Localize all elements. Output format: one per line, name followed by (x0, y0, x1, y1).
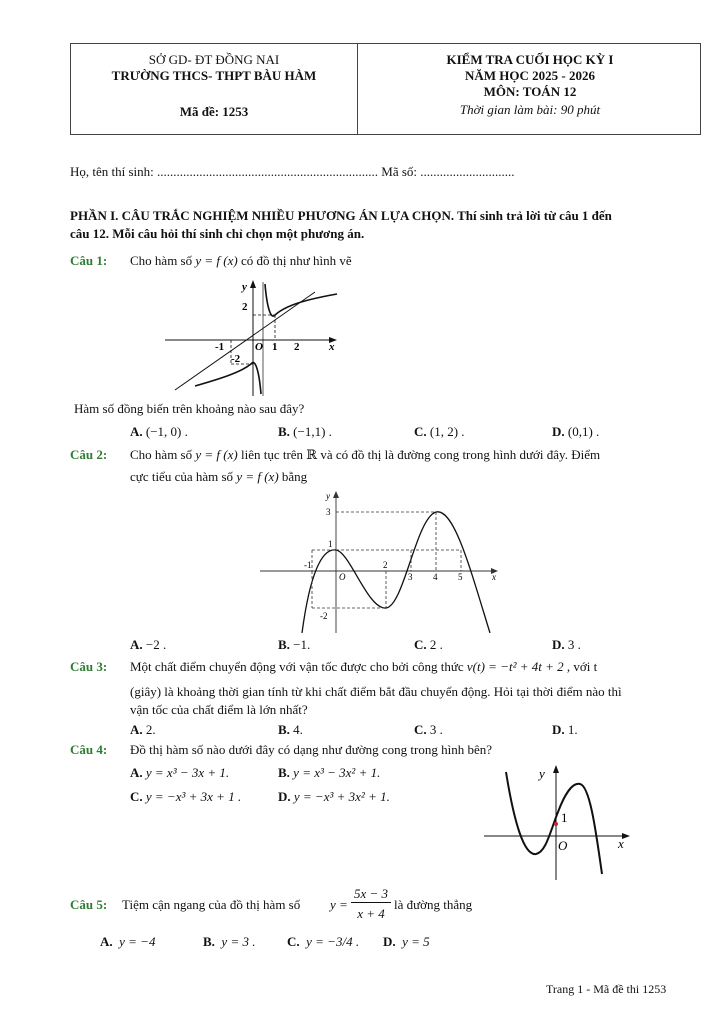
q4-graph-label: y (539, 766, 545, 781)
q1-stem (130, 253, 352, 269)
exam-header (70, 43, 701, 135)
q1-text-a: Cho hàm số (130, 253, 193, 268)
q3-line3: vận tốc của chất điểm là lớn nhất? (130, 702, 308, 717)
q4-y-arrow (553, 765, 559, 773)
q5-numerator: 5x − 3 (351, 886, 391, 903)
student-info-line: Họ, tên thí sinh: .................................................................... Mã số: ............................. (70, 164, 515, 179)
q5-option-b[interactable]: B. y = 3 . (203, 934, 256, 949)
q1-curve-left (195, 362, 261, 394)
q2-graph-label: -2 (320, 611, 328, 621)
q3-formula: v(t) = −t² + 4t + 2 (466, 659, 564, 674)
q2-graph-label: -1 (304, 560, 312, 570)
q3-option-b[interactable]: B. 4. (278, 722, 303, 737)
q1-graph-label: 2 (294, 341, 300, 353)
q2-label: Câu 2: (70, 447, 108, 462)
q1-curve-right (265, 284, 337, 316)
q2-graph-label: O (339, 572, 346, 582)
q1-graph-label: 2 (242, 301, 248, 313)
q4-text: Đồ thị hàm số nào dưới đây có dạng như đường cong trong hình bên? (130, 742, 492, 757)
subject: MÔN: TOÁN 12 (483, 84, 577, 99)
part1-title-line1: PHẦN I. CÂU TRẮC NGHIỆM NHIỀU PHƯƠNG ÁN LỰA CHỌN. Thí sinh trả lời từ câu 1 đến (70, 208, 612, 223)
page-footer: Trang 1 - Mã đề thi 1253 (546, 982, 667, 996)
q4-option-a[interactable]: A. y = x³ − 3x + 1. (130, 765, 230, 780)
q3-option-c[interactable]: C. 3 . (414, 722, 443, 737)
q1-graph-label: x (329, 341, 335, 353)
q2-graph-label: 1 (328, 539, 333, 549)
q3-line2: (giây) là khoảng thời gian tính từ khi chất điểm bắt đầu chuyển động. Hỏi tại thời điểm nào thì (130, 684, 622, 699)
q2-stem-line1: Cho hàm số y = f (x) liên tục trên ℝ và có đồ thị là đường cong trong hình dưới đây. Điểm (130, 447, 601, 462)
q3-option-a[interactable]: A. 2. (130, 722, 156, 737)
q1-y-arrow (250, 280, 256, 288)
q2-option-a[interactable]: A. −2 . (130, 637, 167, 652)
q2-graph-label: 4 (433, 572, 438, 582)
q5-option-c[interactable]: C. y = −3/4 . (287, 934, 360, 949)
q2-graph (258, 488, 503, 633)
department-name: SỞ GD- ĐT ĐỒNG NAI (148, 52, 280, 67)
q2-stem-line2: cực tiểu của hàm số y = f (x) bằng (130, 469, 308, 484)
q4-y-intercept-dot (554, 822, 558, 826)
q4-graph-label: x (618, 836, 624, 851)
q1-graph-label: -1 (215, 341, 225, 353)
q5-option-a[interactable]: A. y = −4 (100, 934, 156, 949)
q3-line1: Một chất điểm chuyển động với vận tốc được cho bởi công thức v(t) = −t² + 4t + 2 , với t (130, 659, 598, 674)
q4-option-b[interactable]: B. y = x³ − 3x² + 1. (278, 765, 381, 780)
q1-graph-label: -2 (231, 353, 241, 365)
q2-y-arrow (333, 491, 339, 498)
q1-graph-label: 1 (272, 341, 278, 353)
exam-code: Mã đề: 1253 (179, 104, 249, 119)
q4-label: Câu 4: (70, 742, 108, 757)
q2-graph-label: 5 (458, 572, 463, 582)
q2-option-c[interactable]: C. 2 . (414, 637, 443, 652)
q1-question: Hàm số đồng biến trên khoảng nào sau đây? (74, 401, 305, 416)
q5-label: Câu 5: (70, 897, 108, 912)
q1-graph-label: y (242, 281, 247, 293)
exam-title: KIỂM TRA CUỐI HỌC KỲ I (446, 52, 614, 67)
school-name: TRƯỜNG THCS- THPT BÀU HÀM (111, 68, 317, 83)
q2-graph-label: x (492, 572, 496, 582)
q4-graph (484, 762, 634, 880)
q2-option-d[interactable]: D. 3 . (552, 637, 581, 652)
q5-option-d[interactable]: D. y = 5 (383, 934, 430, 949)
q1-option-c[interactable]: C. (1, 2) . (414, 424, 465, 439)
q1-graph (165, 278, 345, 396)
q2-option-b[interactable]: B. −1. (278, 637, 311, 652)
q5-text-b: là đường thẳng (394, 897, 473, 912)
school-year: NĂM HỌC 2025 - 2026 (465, 68, 595, 83)
q5-text-a: Tiệm cận ngang của đồ thị hàm số (122, 897, 301, 912)
q5-denominator: x + 4 (357, 906, 385, 921)
q1-graph-label: O (255, 341, 263, 353)
q1-option-a[interactable]: A. (−1, 0) . (130, 424, 188, 439)
part1-title-line2: câu 12. Mỗi câu hỏi thí sinh chỉ chọn một phương án. (70, 226, 365, 241)
q1-option-b[interactable]: B. (−1,1) . (278, 424, 332, 439)
q2-graph-label: y (326, 491, 330, 501)
q2-graph-label: 3 (326, 507, 331, 517)
q4-curve (506, 772, 602, 874)
q3-label: Câu 3: (70, 659, 108, 674)
q4-graph-label: O (558, 838, 568, 853)
q4-option-c[interactable]: C. y = −x³ + 3x + 1 . (130, 789, 242, 804)
q4-graph-label: 1 (561, 810, 568, 825)
q5-formula-lhs: y = (330, 897, 348, 912)
q1-text-b: có đồ thị như hình vẽ (240, 253, 352, 268)
q2-graph-label: 2 (383, 560, 388, 570)
q3-option-d[interactable]: D. 1. (552, 722, 578, 737)
q1-formula: y = f (x) (195, 253, 238, 268)
q1-label: Câu 1: (70, 253, 108, 268)
q1-option-d[interactable]: D. (0,1) . (552, 424, 600, 439)
q2-formula: y = f (x) (195, 447, 238, 462)
q2-graph-label: 3 (408, 572, 413, 582)
q4-option-d[interactable]: D. y = −x³ + 3x² + 1. (278, 789, 390, 804)
time-limit: Thời gian làm bài: 90 phút (459, 102, 601, 117)
